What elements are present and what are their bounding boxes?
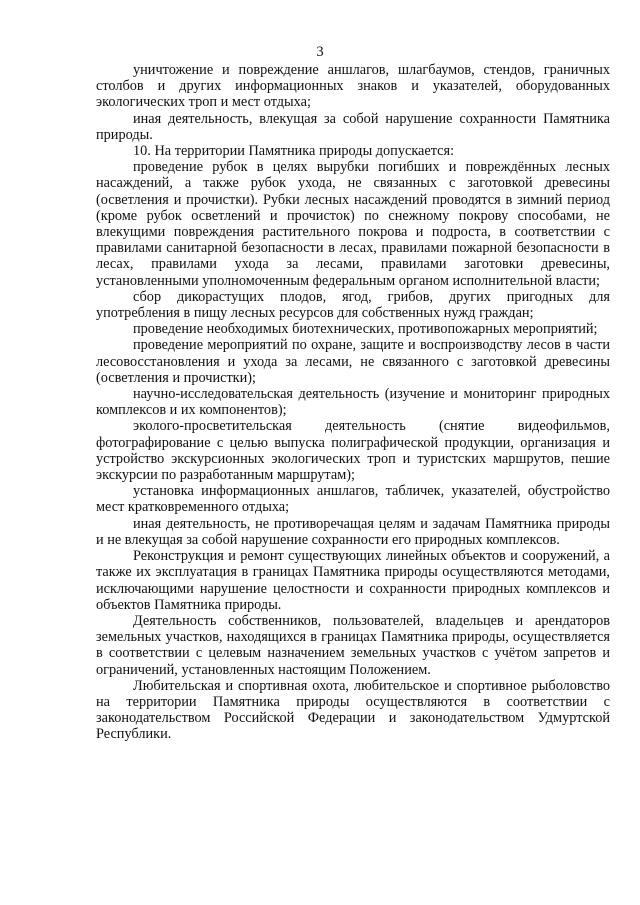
paragraph-gathering-wild-resources: сбор дикорастущих плодов, ягод, грибов, других пригодных для употребления в пищу лесных ресурсов для собственных нужд граждан;	[96, 288, 610, 322]
paragraph-biotechnical-fire-measures: проведение необходимых биотехнических, противопожарных мероприятий;	[133, 321, 598, 338]
paragraph-forest-protection: проведение мероприятий по охране, защите и воспроизводству лесов в части лесовосстановления и ухода за лесами, не связанного с заготовкой древесины (осветления и прочистки);	[96, 337, 610, 386]
paragraph-info-signs-installation: установка информационных аншлагов, табличек, указателей, обустройство мест кратковременного отдыха;	[96, 483, 610, 516]
paragraph-hunting-fishing: Любительская и спортивная охота, любительское и спортивное рыболовство на территории Памятника природы осуществляются в соответствии с законодательством Российской Федерации и законодательством Удмуртской Республики.	[96, 677, 610, 743]
paragraph-research-activity: научно-исследовательская деятельность (изучение и мониторинг природных комплексов и их компонентов);	[96, 386, 610, 419]
paragraph-land-owners-activity: Деятельность собственников, пользователей, владельцев и арендаторов земельных участков, находящихся в границах Памятника природы, осуществляется в соответствии с целевым назначением земельных участков с учётом запретов и ограничений, установленных настоящим Положением.	[96, 612, 610, 678]
paragraph-sanitary-felling: проведение рубок в целях вырубки погибших и повреждённых лесных насаждений, а также рубок ухода, не связанных с заготовкой древесины (осветления и прочистки). Рубки лесных насаждений проводятся в зимний период (кроме рубок осветлений и прочисток) по снежному покрову способами, не влекущими повреждения растительного покрова и подроста, в соответствии с правилами санитарной безопасности в лесах, правилами пожарной безопасности в лесах, правилами ухода за лесами, правилами заготовки древесины, установленными уполномоченным федеральным органом исполнительной власти;	[96, 159, 610, 289]
document-body	[96, 62, 610, 743]
paragraph-other-permitted-activity: иная деятельность, не противоречащая целям и задачам Памятника природы и не влекущая за собой нарушение сохранности его природных комплексов.	[96, 515, 610, 548]
paragraph-eco-education: эколого-просветительская деятельность (снятие видеофильмов, фотографирование с целью выпуска полиграфической продукции, организация и устройство экскурсионных экологических троп и туристских маршрутов, пешие экскурсии по разработанным маршрутам);	[96, 418, 610, 484]
paragraph-linear-objects-reconstruction: Реконструкция и ремонт существующих линейных объектов и сооружений, а также их эксплуатация в границах Памятника природы осуществляются методами, исключающими нарушение целостности и сохранности природных комплексов и объектов Памятника природы.	[96, 548, 610, 613]
paragraph-section-10-heading: 10. На территории Памятника природы допускается:	[133, 143, 455, 160]
page-number: 3	[316, 44, 324, 60]
paragraph-destruction-of-signs: уничтожение и повреждение аншлагов, шлагбаумов, стендов, граничных столбов и других информационных знаков и указателей, оборудованных экологических троп и мест отдыха;	[96, 62, 610, 111]
paragraph-other-violating-activity: иная деятельность, влекущая за собой нарушение сохранности Памятника природы.	[96, 110, 610, 143]
